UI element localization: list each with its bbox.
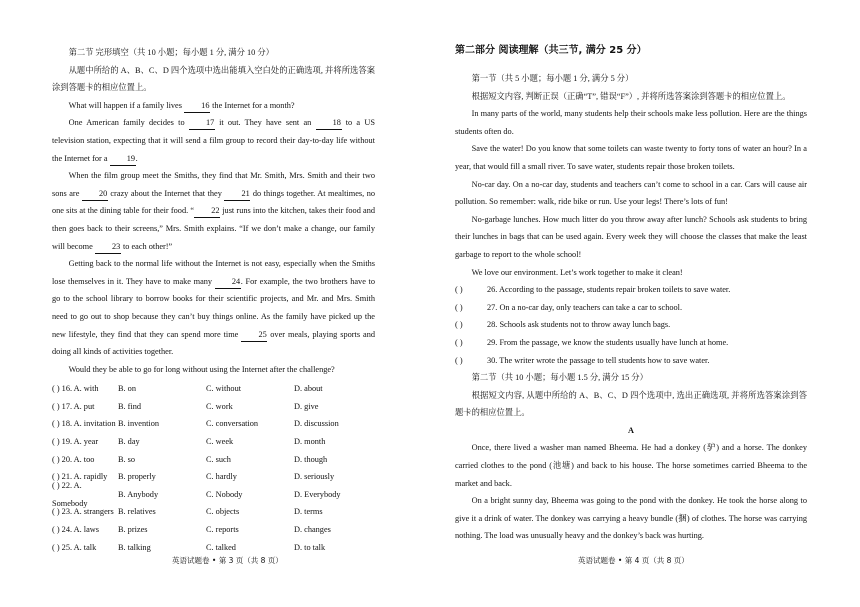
option-row-22 [52, 481, 375, 508]
blank-22: 22 [194, 205, 220, 218]
option-c[interactable]: C. objects [206, 507, 240, 517]
text: to each other!” [122, 241, 173, 251]
option-a[interactable]: ( ) 22. A. Somebody [52, 481, 88, 508]
option-row-19 [52, 433, 375, 451]
cloze-options [52, 380, 375, 556]
option-b[interactable]: B. find [118, 401, 142, 411]
section-1-title: 第一节（共 5 小题；每小题 1 分, 满分 5 分） [471, 74, 634, 83]
option-d[interactable]: D. about [294, 384, 323, 394]
blank-23: 23 [95, 241, 121, 254]
page-footer-left: 英语试题卷 • 第 3 页（共 8 页） [172, 556, 283, 565]
tf-question-27 [455, 299, 807, 317]
text: What will happen if a family lives [68, 100, 182, 110]
reading-paragraph-1: In many parts of the world, many students help their schools make less pollution. Here are the things students often do. [455, 109, 807, 136]
question-text: 26. According to the passage, students repair broken toilets to save water. [487, 285, 731, 295]
blank-18: 18 [316, 117, 342, 130]
cloze-paragraph-4: Would they be able to go for long without using the Internet after the challenge? [68, 364, 335, 374]
option-a[interactable]: ( ) 24. A. laws [52, 525, 100, 535]
option-row-23 [52, 503, 375, 521]
text: When the film group meet the Smiths, they find that Mr. Smith, Mrs. Smith and their two sons are [52, 171, 375, 198]
option-c[interactable]: C. work [206, 401, 233, 411]
blank-21: 21 [224, 188, 250, 201]
passage-a-paragraph-2: On a bright sunny day, Bheema was going to the pond with the donkey. He took the horse along to give it a drink of water. The donkey was carrying a heavy bundle (捆) of clothes. The horse was carrying nothing. The load was unusually heavy and the donkey’s back was hurting. [455, 496, 807, 541]
option-c[interactable]: C. week [206, 437, 234, 447]
option-c[interactable]: C. hardly [206, 472, 237, 482]
answer-bracket[interactable]: ( ) [455, 355, 463, 365]
cloze-paragraph-3 [52, 255, 375, 361]
passage-label: A [628, 425, 634, 435]
option-d[interactable]: D. though [294, 454, 328, 464]
option-a[interactable]: ( ) 18. A. invitation [52, 419, 116, 429]
tf-question-29 [455, 334, 807, 352]
option-a[interactable]: ( ) 16. A. with [52, 384, 99, 394]
option-c[interactable]: C. Nobody [206, 489, 243, 499]
blank-25: 25 [241, 329, 267, 342]
answer-bracket[interactable]: ( ) [455, 302, 463, 312]
reading-part-title: 第二部分 阅读理解（共三节, 满分 25 分） [455, 45, 647, 56]
option-a[interactable]: ( ) 23. A. strangers [52, 507, 114, 517]
text: One American family decides to [68, 118, 185, 128]
option-d[interactable]: D. terms [294, 507, 323, 517]
blank-24: 24 [215, 276, 241, 289]
option-a[interactable]: ( ) 21. A. rapidly [52, 472, 108, 482]
text: Getting back to the normal life without the Internet is not easy, especially when the Smiths lose themselves in it. They have to make many [52, 259, 375, 286]
option-row-17 [52, 398, 375, 416]
reading-paragraph-5: We love our environment. Let’s work together to make it clean! [471, 267, 683, 277]
option-b[interactable]: B. so [118, 454, 136, 464]
question-text: 28. Schools ask students not to throw away lunch bags. [487, 320, 671, 330]
page-4-column [455, 44, 807, 545]
reading-paragraph-2: Save the water! Do you know that some toilets can waste twenty to forty tons of water an hour? In a year, that would fill a small river. To save water, students repair those broken toilets. [455, 144, 807, 171]
option-b[interactable]: B. on [118, 384, 136, 394]
option-d[interactable]: D. Everybody [294, 489, 341, 499]
option-b[interactable]: B. talking [118, 542, 151, 552]
option-b[interactable]: B. prizes [118, 525, 148, 535]
blank-20: 20 [82, 188, 108, 201]
answer-bracket[interactable]: ( ) [455, 337, 463, 347]
option-c[interactable]: C. such [206, 454, 231, 464]
text: over meals, playing sports and doing all kinds of activities together. [52, 329, 375, 357]
question-text: 27. On a no-car day, only teachers can take a car to school. [487, 302, 683, 312]
cloze-paragraph-2 [52, 167, 375, 255]
text: do things together. At mealtimes, no one sits at the dining table for their food. “ [52, 188, 376, 216]
cloze-instruction: 从题中所给的 A、B、C、D 四个选项中选出能填入空白处的正确选项, 并将所选答案涂到答题卡的相应位置上。 [52, 65, 375, 93]
option-b[interactable]: B. invention [118, 419, 160, 429]
cloze-title-line [52, 97, 375, 115]
blank-16: 16 [184, 100, 210, 113]
option-row-18 [52, 415, 375, 433]
option-d[interactable]: D. month [294, 437, 326, 447]
option-d[interactable]: D. changes [294, 525, 331, 535]
text: . [135, 153, 138, 163]
text: it out. They have sent an [219, 118, 312, 128]
blank-19: 19 [110, 153, 136, 166]
option-row-20 [52, 451, 375, 469]
option-c[interactable]: C. talked [206, 542, 236, 552]
option-row-24 [52, 521, 375, 539]
section-2-instruction: 根据短文内容, 从题中所给的 A、B、C、D 四个选项中, 选出正确选项, 并将所选答案涂到答题卡的相应位置上。 [455, 390, 807, 418]
cloze-paragraph-1 [52, 114, 375, 167]
section-1-instruction: 根据短文内容, 判断正误（正确“T”, 错误“F”）, 并将所选答案涂到答题卡的相应位置上。 [471, 91, 791, 101]
page-3-column [52, 44, 375, 556]
page-footer-right: 英语试题卷 • 第 4 页（共 8 页） [578, 556, 689, 565]
cloze-section-title: 第二节 完形填空（共 10 小题；每小题 1 分, 满分 10 分） [68, 48, 274, 57]
section-2-title: 第二节（共 10 小题；每小题 1.5 分, 满分 15 分） [471, 373, 648, 383]
option-c[interactable]: C. reports [206, 525, 239, 535]
reading-paragraph-4: No-garbage lunches. How much litter do you throw away after lunch? Schools ask students to bring their lunches in bags that can be used again. Every week they will choose the classes that make the least garbage to report to the whole school! [455, 214, 807, 259]
option-d[interactable]: D. give [294, 401, 319, 411]
option-row-16 [52, 380, 375, 398]
text: just runs into the kitchen, takes their food and then goes back to their screens,” Mrs. Smith explains. “If we don’t make a change, our family will become [52, 206, 376, 251]
option-a[interactable]: ( ) 17. A. put [52, 401, 95, 411]
option-c[interactable]: C. conversation [206, 419, 259, 429]
option-a[interactable]: ( ) 19. A. year [52, 437, 99, 447]
text: to a US television station, expecting that it will send a film group to record their day-to-day life without the Internet for a [52, 118, 375, 163]
option-a[interactable]: ( ) 25. A. talk [52, 542, 97, 552]
option-b[interactable]: B. properly [118, 472, 156, 482]
tf-question-30 [455, 352, 807, 370]
option-c[interactable]: C. without [206, 384, 242, 394]
blank-17: 17 [189, 117, 215, 130]
option-d[interactable]: D. discussion [294, 419, 339, 429]
passage-a-paragraph-1: Once, there lived a washer man named Bheema. He had a donkey (驴) and a horse. The donkey carried clothes to the pond (池塘) and back to his house. The horse sometimes carried Bheema to the market and back. [455, 443, 807, 488]
answer-bracket[interactable]: ( ) [455, 320, 463, 330]
tf-question-26 [455, 281, 807, 299]
option-a[interactable]: ( ) 20. A. too [52, 454, 95, 464]
question-text: 30. The writer wrote the passage to tell students how to save water. [487, 355, 710, 365]
option-b[interactable]: B. Anybody [118, 489, 159, 499]
option-d[interactable]: D. to talk [294, 542, 326, 552]
option-b[interactable]: B. relatives [118, 507, 156, 517]
text: . For example, the two brothers have to go to the school library to borrow books for their scientific projects, and Mr. and Mrs. Smith need to go out to shop because they can’t buy things online. As the family have picked up the new lifestyle, they find that they can spend more time [52, 276, 376, 339]
answer-bracket[interactable]: ( ) [455, 285, 463, 295]
true-false-questions [455, 281, 807, 369]
option-d[interactable]: D. seriously [294, 472, 335, 482]
text: the Internet for a month? [212, 100, 295, 110]
reading-paragraph-3: No-car day. On a no-car day, students and teachers can’t come to school in a car. Cars will cause air pollution. So remember: walk, ride bike or run. Use your legs! There’s lots of fun! [455, 179, 807, 207]
text: crazy about the Internet that they [110, 188, 222, 198]
option-b[interactable]: B. day [118, 437, 140, 447]
tf-question-28 [455, 316, 807, 334]
question-text: 29. From the passage, we know the students usually have lunch at home. [487, 337, 729, 347]
